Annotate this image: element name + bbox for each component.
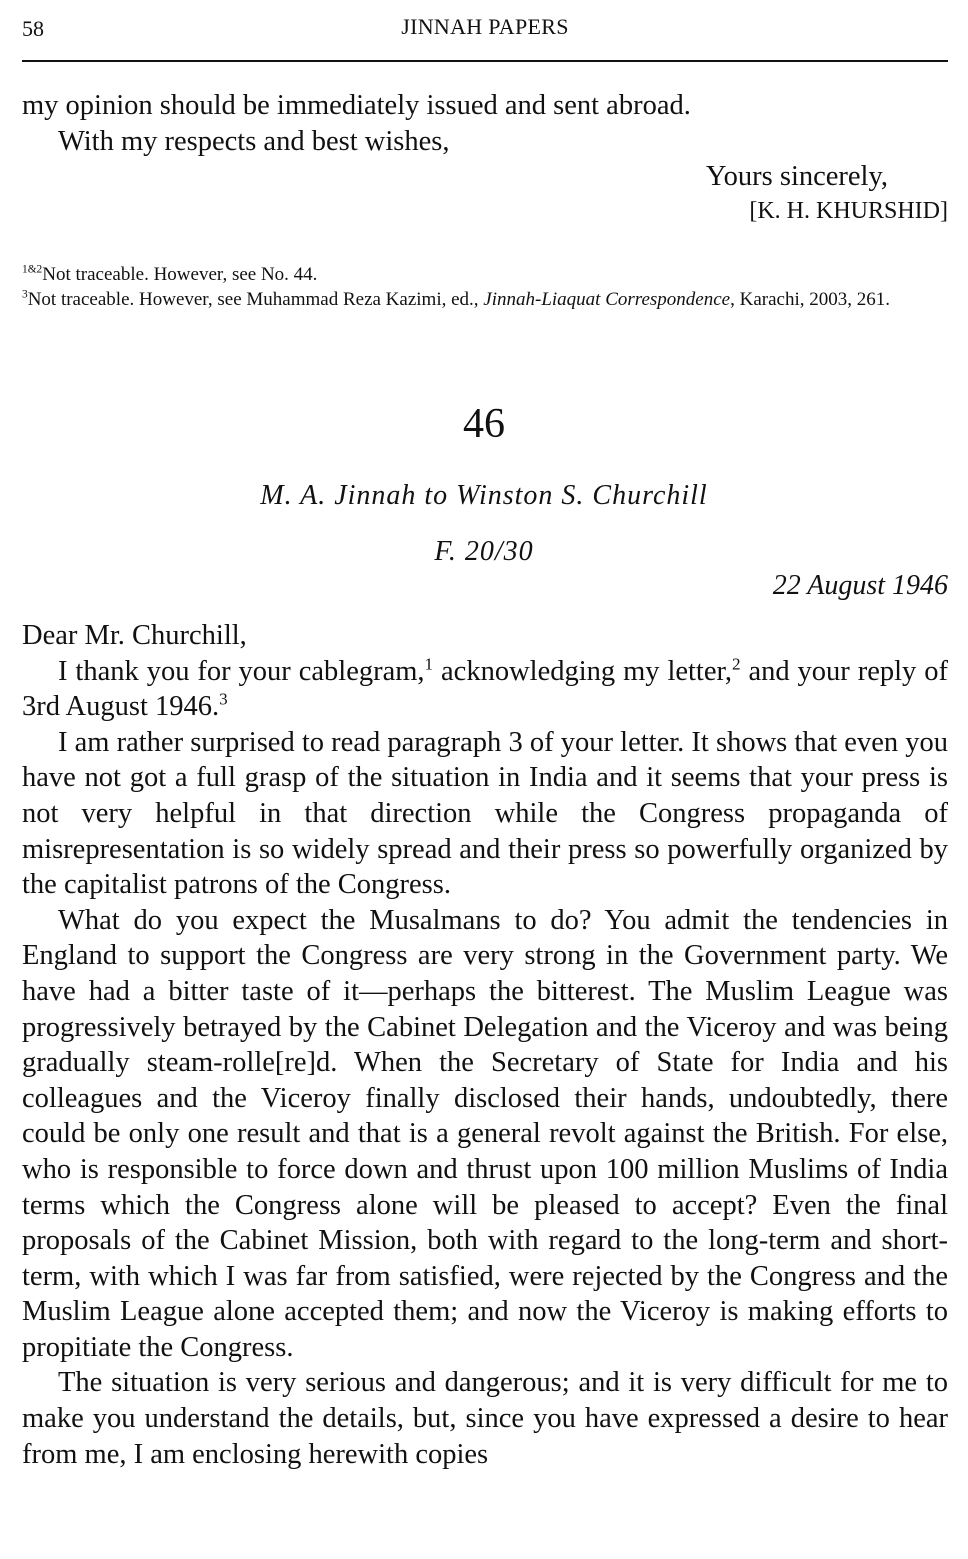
page-header xyxy=(22,14,948,54)
document-number: 46 xyxy=(463,401,505,447)
footnote: $^{1\&2}$Not traceable. However, see No. 44. xyxy=(22,263,318,285)
letter-body xyxy=(22,618,948,1472)
header-rule xyxy=(22,60,948,62)
footnotes xyxy=(22,262,948,312)
valediction: Yours sincerely, xyxy=(705,161,888,193)
file-reference: F. 20/30 xyxy=(434,536,534,567)
salutation: Dear Mr. Churchill, xyxy=(22,620,247,651)
respects-line: With my respects and best wishes, xyxy=(58,125,450,157)
letter-date: 22 August 1946 xyxy=(772,570,948,601)
closing-line: my opinion should be immediately issued and sent abroad. xyxy=(22,90,691,121)
paragraph: I am rather surprised to read paragraph 3 of your letter. It shows that even you have not got a full grasp of the situation in India and it seems that your press is not very helpful in that direction while the Congress propaganda of misrepresentation is so widely spread and their press so powerfully organized by the capitalist patrons of the Congress. xyxy=(22,726,948,901)
document-title: M. A. Jinnah to Winston S. Churchill xyxy=(260,480,708,511)
running-head: JINNAH PAPERS xyxy=(401,14,569,39)
paragraph: I thank you for your cablegram,$^1$ acknowledging my letter,$^2$ and your reply of 3rd August 1946.$^3$ xyxy=(22,654,948,723)
paragraph: What do you expect the Musalmans to do? You admit the tendencies in England to support the Congress are very strong in the Government party. We have had a bitter taste of it—perhaps the bitterest. The Muslim League was progressively betrayed by the Cabinet Delegation and the Viceroy and was being gradually steam-rolle[re]d. When the Secretary of State for India and his colleagues and the Viceroy finally disclosed their hands, undoubtedly, there could be only one result and that is a general revolt against the British. For else, who is responsible to force down and thrust upon 100 million Muslims of India terms which the Congress alone will be pleased to accept? Even the final proposals of the Cabinet Mission, both with regard to the long-term and short-term, with which I was far from satisfied, were rejected by the Congress and the Muslim League alone accepted them; and now the Viceroy is making efforts to propitiate the Congress. xyxy=(22,904,948,1363)
previous-letter-ending xyxy=(22,88,948,227)
paragraph: The situation is very serious and dangerous; and it is very difficult for me to make you understand the details, but, since you have expressed a desire to hear from me, I am enclosing herewith copies xyxy=(22,1367,948,1470)
signature: [K. H. KHURSHID] xyxy=(749,197,948,224)
footnote: $^3$Not traceable. However, see Muhammad Reza Kazimi, ed., Jinnah-Liaquat Correspondence, Karachi, 2003, 261. xyxy=(22,288,890,310)
page-number: 58 xyxy=(22,16,44,41)
